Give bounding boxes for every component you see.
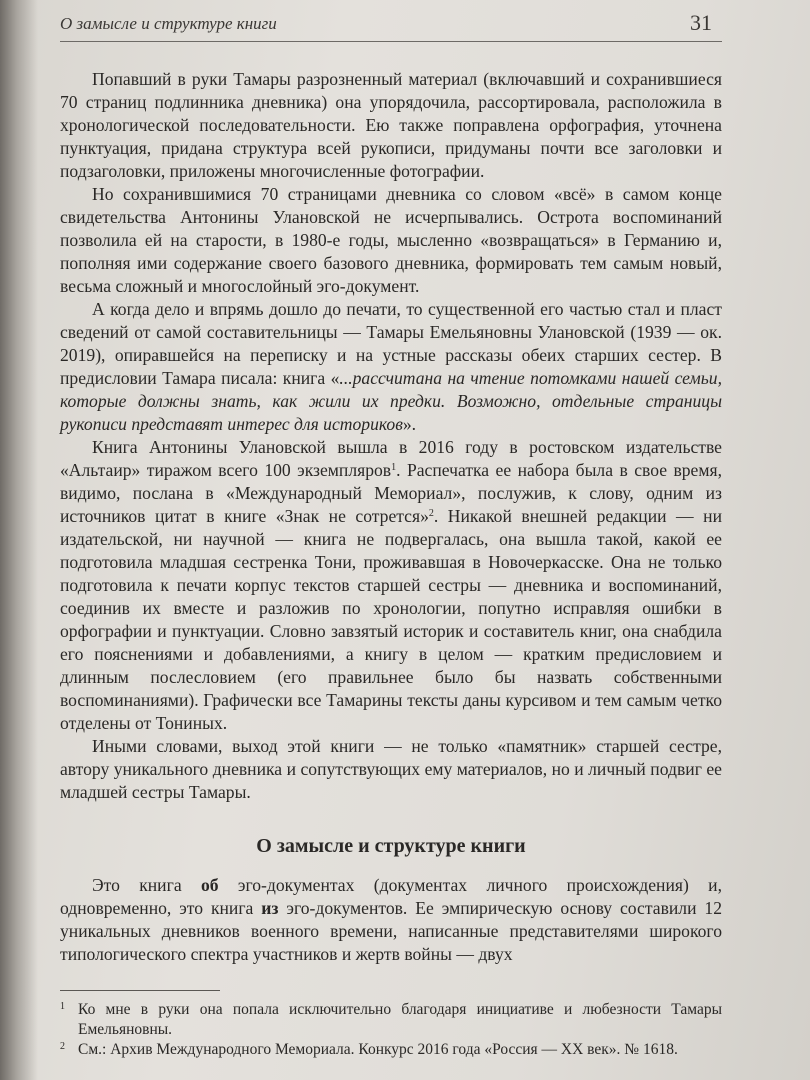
bold-word: об <box>200 875 219 895</box>
paragraph-text: Это книга <box>92 875 201 895</box>
paragraph-text: ». <box>402 414 417 434</box>
paragraph-text: эго-документах (документах личного происхождения) и, одновременно, это книга <box>60 875 722 918</box>
header-rule <box>60 41 722 42</box>
section-heading: О замысле и структуре книги <box>256 835 526 857</box>
footnote-rule <box>60 990 220 991</box>
page-number: 31 <box>690 10 712 35</box>
footnote-ref[interactable]: 2 <box>428 508 434 519</box>
footnote-text: См.: Архив Международного Мемориала. Конкурс 2016 года «Россия — XX век». № 1618. <box>78 1041 678 1058</box>
page-header <box>60 10 722 42</box>
bold-word: из <box>261 898 279 918</box>
footnote-ref[interactable]: 1 <box>391 462 397 473</box>
footnote-number: 1 <box>60 1001 65 1012</box>
paragraph: Но сохранившимися 70 страницами дневника со словом «всё» в самом конце свидетельства Антонины Улановской не исчерпывались. Острота воспоминаний позволила ей на старости, в 1980-е годы, мысленно «возвращаться» в Германию и, пополняя ими содержание своего базового дневника, формировать тем самым новый, весьма сложный и многослойный эго-документ. <box>60 184 722 296</box>
italic-quote: ...рассчитана на чтение потомками нашей семьи, которые должны знать, как жили их предки. Возможно, отдельные страницы рукописи представят интерес для историков <box>60 368 722 434</box>
footnote <box>60 1000 722 1040</box>
paragraph-text: Книга Антонины Улановской вышла в 2016 году в ростовском издательстве «Альтаир» тиражом всего 100 экземпляров <box>60 437 722 480</box>
paragraph <box>60 298 722 436</box>
paragraph: Иными словами, выход этой книги — не только «памятник» старшей сестре, автору уникального дневника и сопутствующих ему материалов, но и личный подвиг ее младшей сестры Тамары. <box>60 736 722 802</box>
paragraph-text: . Никакой внешней редакции — ни издательской, ни научной — книга не подвергалась, она вышла такой, какой ее подготовила младшая сестренка Тони, проживавшая в Новочеркасске. Она не только подготовила к печати корпус текстов старшей сестры — дневника и воспоминаний, соединив их вместе и разложив по хронологии, попутно исправляя ошибки в орфографии и пунктуации. Словно завзятый историк и составитель книг, она снабдила его пояснениями и добавлениями, а книгу в целом — кратким предисловием и длинным послесловием (его правильнее было бы назвать собственными воспоминаниями). Графически все Тамарины тексты даны курсивом и тем самым четко отделены от Тониных. <box>60 506 722 733</box>
paragraph <box>60 436 722 735</box>
paragraph: Попавший в руки Тамары разрозненный материал (включавший и сохранившиеся 70 страниц подлинника дневника) она упорядочила, рассортировала, расположила в хронологической последовательности. Ею также поправлена орфография, уточнена пунктуация, придана структура всей рукописи, придуманы почти все заголовки и подзаголовки, приложены многочисленные фотографии. <box>60 69 722 181</box>
footnote-text: Ко мне в руки она попала исключительно благодаря инициативе и любезности Тамары Емельяновны. <box>78 1001 722 1038</box>
footnote <box>60 1040 722 1060</box>
paragraph-text: А когда дело и впрямь дошло до печати, то существенной его частью стал и пласт сведений от самой составительницы — Тамары Емельяновны Улановской (1939 — ок. 2019), опиравшейся на переписку и на устные рассказы обеих старших сестер. В предисловии Тамара писала: книга « <box>60 299 722 388</box>
page-gutter-shadow <box>0 0 38 1080</box>
footnotes <box>60 1000 722 1060</box>
paragraph <box>60 874 722 966</box>
footnote-number: 2 <box>60 1041 65 1052</box>
running-title: О замысле и структуре книги <box>60 14 277 33</box>
main-text <box>60 68 722 966</box>
paragraph-text: эго-документов. Ее эмпирическую основу составили 12 уникальных дневников военного времени, написанные представителями широкого типологического спектра участников и жертв войны — двух <box>60 898 722 964</box>
paragraph-text: . Распечатка ее набора была в свое время, видимо, послана в «Международный Мемориал», послужив, к слову, одним из источников цитат в книге «Знак не сотрется» <box>60 460 722 526</box>
